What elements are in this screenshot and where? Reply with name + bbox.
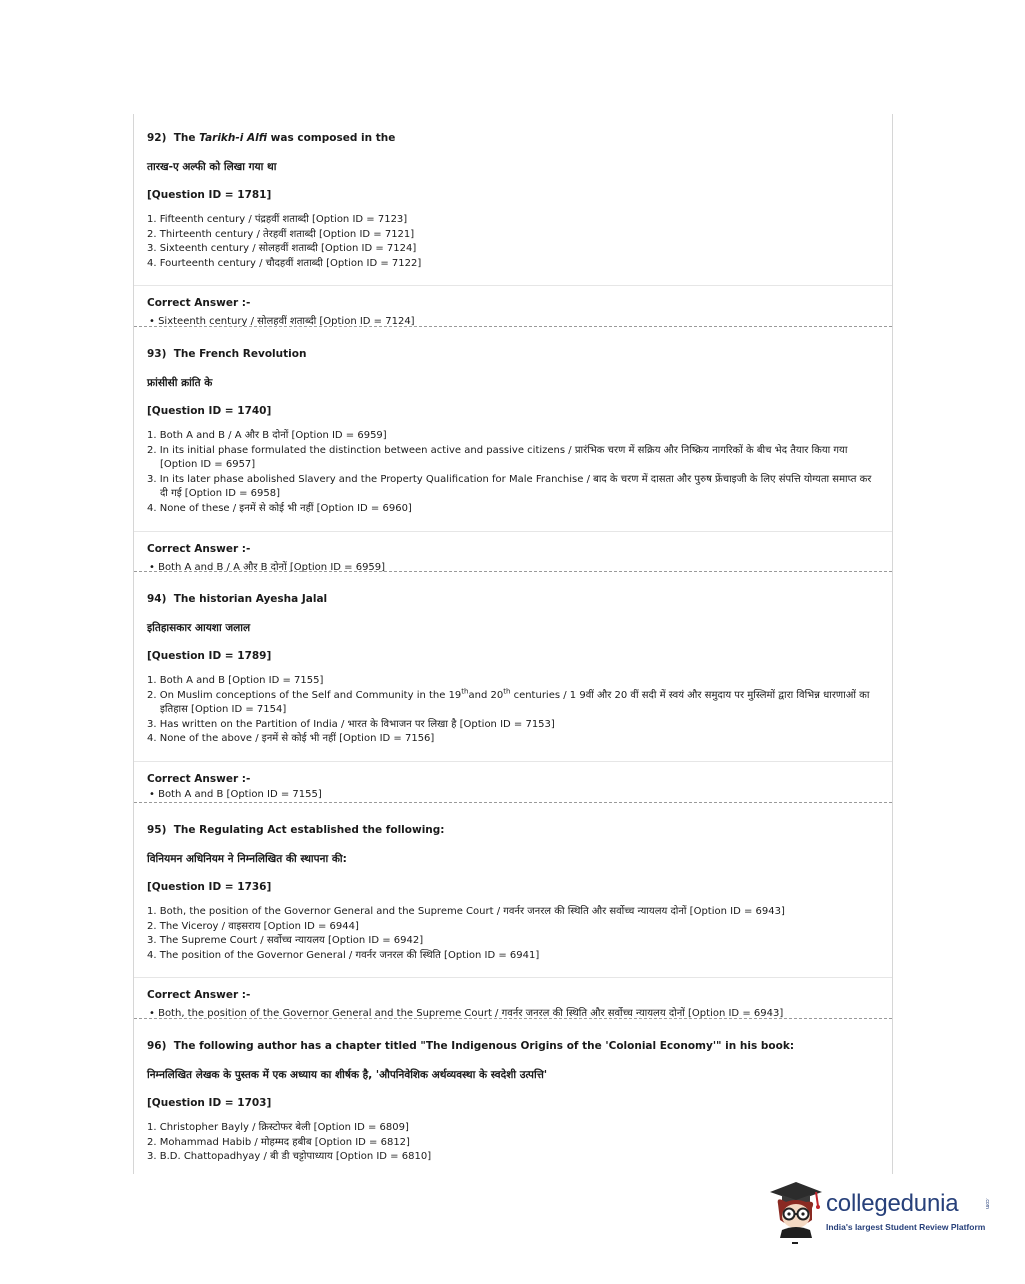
question-title: 94) The historian Ayesha Jalal	[147, 593, 328, 605]
option-item: 2. On Muslim conceptions of the Self and Community in the 19thand 20th centuries / 1 9वीं और 20 वीं सदी में स्वयं और समुदाय पर मुस्लिमों द्वारा विभिन्न धारणाओं का इतिहास [Option ID = 7154]	[147, 687, 870, 716]
question-92	[134, 114, 892, 327]
question-94	[134, 575, 892, 800]
correct-answer-box	[134, 761, 892, 800]
logo-wordmark: collegedunia	[826, 1190, 959, 1217]
options-list	[147, 213, 882, 271]
option-item: 1. Both, the position of the Governor General and the Supreme Court / गवर्नर जनरल की स्थिति और सर्वोच्च न्यायलय दोनों [Option ID = 6943]	[147, 906, 785, 917]
question-id: [Question ID = 1789]	[147, 650, 272, 662]
question-title-hindi: तारख-ए अल्फी को लिखा गया था	[147, 161, 277, 173]
options-list	[147, 674, 882, 747]
correct-answer: • Both A and B [Option ID = 7155]	[149, 788, 322, 800]
option-item: 3. The Supreme Court / सर्वोच्च न्यायलय [Option ID = 6942]	[147, 935, 424, 947]
correct-answer: • Both, the position of the Governor General and the Supreme Court / गवर्नर जनरल की स्थिति और सर्वोच्च न्यायलय दोनों [Option ID = 6943]	[149, 1008, 784, 1020]
question-title-hindi: इतिहासकार आयशा जलाल	[147, 622, 251, 634]
mascot-graduate-icon	[766, 1176, 824, 1248]
option-item: 1. Both A and B [Option ID = 7155]	[147, 675, 324, 686]
question-id: [Question ID = 1736]	[147, 881, 272, 893]
question-96	[134, 1022, 892, 1165]
option-item: 4. None of the above / इनमें से कोई भी नहीं [Option ID = 7156]	[147, 733, 435, 745]
logo-domain: .com	[984, 1198, 990, 1209]
question-title-hindi: फ्रांसीसी क्रांति के	[147, 377, 213, 389]
correct-answer-label: Correct Answer :-	[147, 297, 251, 310]
question-title-hindi: निम्नलिखित लेखक के पुस्तक में एक अध्याय का शीर्षक है, 'औपनिवेशिक अर्थव्यवस्था के स्वदेशी उत्पत्ति'	[147, 1069, 548, 1081]
question-id: [Question ID = 1781]	[147, 189, 272, 201]
correct-answer-label: Correct Answer :-	[147, 542, 251, 555]
question-divider	[134, 1018, 892, 1019]
option-item: 2. In its initial phase formulated the distinction between active and passive citizens / प्रारंभिक चरण में सक्रिय और निष्क्रिय नागरिकों के बीच भेद तैयार किया गया [Option ID = 6957]	[147, 444, 848, 471]
question-id: [Question ID = 1740]	[147, 405, 272, 417]
question-paper-frame	[133, 114, 893, 1174]
options-list	[147, 1121, 882, 1165]
correct-answer-label: Correct Answer :-	[147, 989, 251, 1002]
option-item: 2. Mohammad Habib / मोहम्मद हबीब [Option ID = 6812]	[147, 1136, 410, 1148]
question-title-hindi: विनियमन अधिनियम ने निम्नलिखित की स्थापना की:	[147, 853, 347, 865]
option-item: 1. Fifteenth century / पंद्रहवीं शताब्दी [Option ID = 7123]	[147, 214, 408, 225]
correct-answer: • Both A and B / A और B दोनों [Option ID = 6959]	[149, 561, 386, 573]
correct-answer: • Sixteenth century / सोलहवीं शताब्दी [Option ID = 7124]	[149, 316, 415, 328]
collegedunia-logo[interactable]	[766, 1176, 996, 1250]
option-item: 1. Both A and B / A और B दोनों [Option ID = 6959]	[147, 430, 387, 441]
option-item: 2. Thirteenth century / तेरहवीं शताब्दी [Option ID = 7121]	[147, 228, 415, 240]
option-item: 2. The Viceroy / वाइसराय [Option ID = 6944]	[147, 920, 359, 932]
option-item: 3. In its later phase abolished Slavery and the Property Qualification for Male Franchise / बाद के चरण में दासता और पुरुष फ्रेंचाइजी के लिए संपत्ति योग्यता समाप्त कर दी गई [Option ID = 6958]	[147, 473, 872, 500]
question-title: 96) The following author has a chapter titled "The Indigenous Origins of the 'Colonial Economy'" in his book:	[147, 1040, 795, 1052]
question-divider	[134, 571, 892, 572]
question-id: [Question ID = 1703]	[147, 1097, 272, 1109]
option-item: 1. Christopher Bayly / क्रिस्टोफर बेली [Option ID = 6809]	[147, 1122, 409, 1133]
question-93	[134, 330, 892, 573]
logo-tagline: India's largest Student Review Platform	[826, 1222, 986, 1232]
question-95	[134, 806, 892, 1019]
correct-answer-box	[134, 531, 892, 573]
option-item: 3. Has written on the Partition of India / भारत के विभाजन पर लिखा है [Option ID = 7153]	[147, 718, 555, 730]
option-item: 3. Sixteenth century / सोलहवीं शताब्दी [Option ID = 7124]	[147, 243, 417, 255]
option-item: 3. B.D. Chattopadhyay / बी डी चट्टोपाध्याय [Option ID = 6810]	[147, 1151, 432, 1163]
correct-answer-label: Correct Answer :-	[147, 772, 251, 785]
question-title: 95) The Regulating Act established the following:	[147, 824, 445, 836]
correct-answer-box	[134, 285, 892, 327]
question-title: 93) The French Revolution	[147, 348, 307, 360]
question-title: 92) The Tarikh-i Alfi was composed in the	[147, 132, 396, 144]
question-divider	[134, 802, 892, 803]
options-list	[147, 905, 882, 963]
option-item: 4. The position of the Governor General / गवर्नर जनरल की स्थिति [Option ID = 6941]	[147, 949, 540, 961]
options-list	[147, 429, 882, 517]
question-divider	[134, 326, 892, 327]
option-item: 4. Fourteenth century / चौदहवीं शताब्दी [Option ID = 7122]	[147, 257, 422, 269]
option-item: 4. None of these / इनमें से कोई भी नहीं [Option ID = 6960]	[147, 502, 412, 514]
correct-answer-box	[134, 977, 892, 1019]
